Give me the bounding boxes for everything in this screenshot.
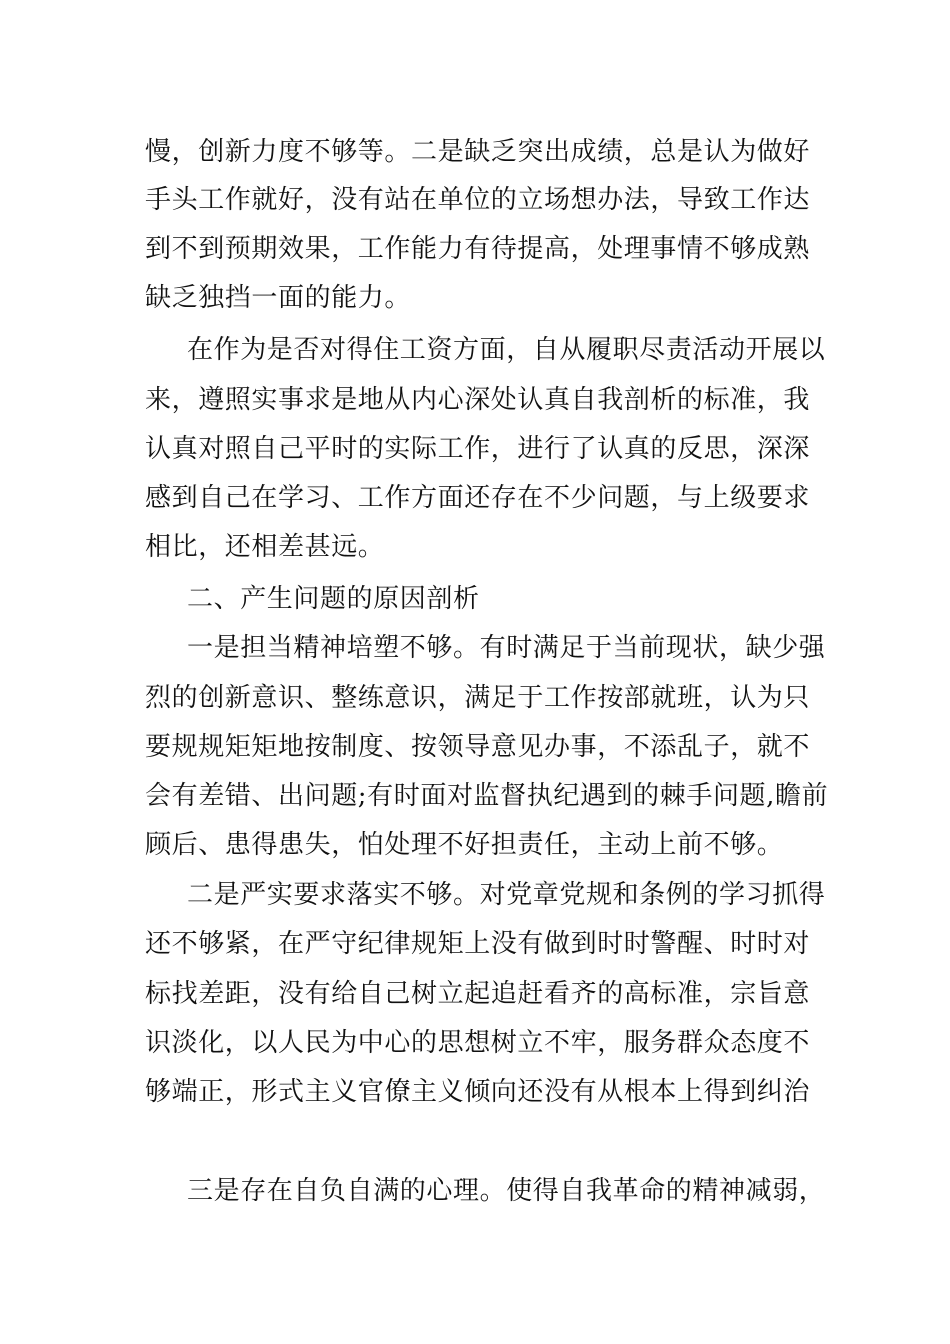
text-line: 识淡化，以人民为中心的思想树立不牢，服务群众态度不 [145, 1028, 811, 1058]
text-line: 标找差距，没有给自己树立起追赶看齐的高标准，宗旨意 [145, 979, 811, 1009]
text-line: 烈的创新意识、整练意识，满足于工作按部就班，认为只 [145, 683, 811, 713]
text-line: 三是存在自负自满的心理。使得自我革命的精神减弱， [187, 1176, 826, 1206]
text-line: 还不够紧，在严守纪律规矩上没有做到时时警醒、时时对 [145, 929, 811, 959]
text-line: 手头工作就好，没有站在单位的立场想办法，导致工作达 [145, 185, 811, 215]
text-line: 缺乏独挡一面的能力。 [145, 283, 412, 313]
text-line: 顾后、患得患失，怕处理不好担责任，主动上前不够。 [145, 830, 784, 860]
text-line: 相比，还相差甚远。 [145, 532, 385, 562]
text-line: 会有差错、出问题;有时面对监督执纪遇到的棘手问题,瞻前 [145, 781, 829, 811]
text-line: 要规规矩矩地按制度、按领导意见办事，不添乱子，就不 [145, 732, 811, 762]
text-line: 感到自己在学习、工作方面还存在不少问题，与上级要求 [145, 483, 811, 513]
text-line: 在作为是否对得住工资方面，自从履职尽责活动开展以 [187, 335, 826, 365]
text-line: 认真对照自己平时的实际工作，进行了认真的反思，深深 [145, 434, 811, 464]
section-heading: 二、产生问题的原因剖析 [187, 584, 480, 614]
text-line: 一是担当精神培塑不够。有时满足于当前现状，缺少强 [187, 633, 826, 663]
text-line: 二是严实要求落实不够。对党章党规和条例的学习抓得 [187, 880, 826, 910]
text-line: 到不到预期效果，工作能力有待提高，处理事情不够成熟 [145, 234, 811, 264]
text-line: 够端正，形式主义官僚主义倾向还没有从根本上得到纠治 [145, 1077, 811, 1107]
text-line: 来，遵照实事求是地从内心深处认真自我剖析的标准，我 [145, 385, 811, 415]
text-line: 慢，创新力度不够等。二是缺乏突出成绩，总是认为做好 [145, 137, 811, 167]
